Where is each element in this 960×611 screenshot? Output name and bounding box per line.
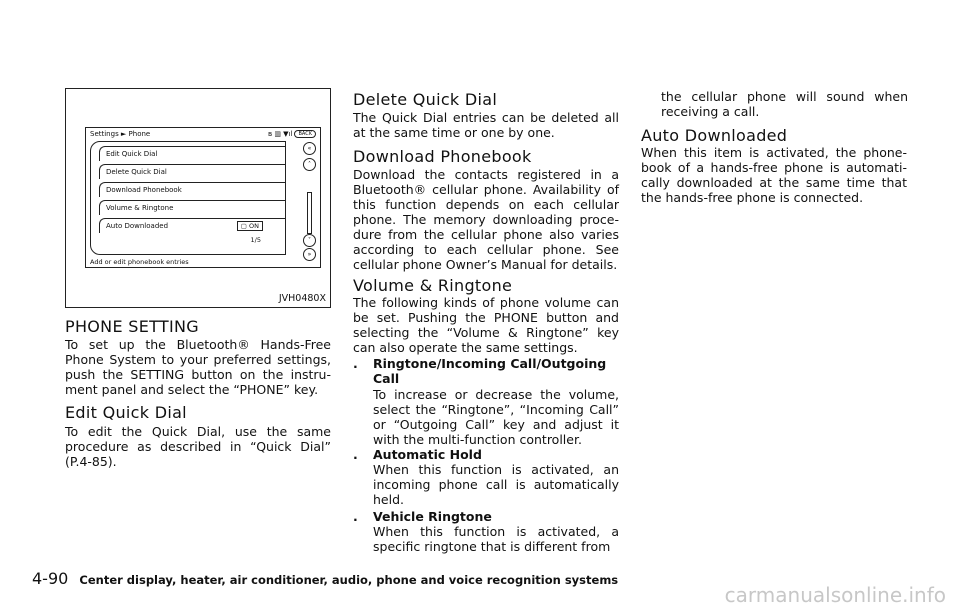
bluetooth-signal-icon: ʙ ▥ ▼ıl <box>268 130 293 138</box>
auto-download-toggle: ▢ ON <box>237 221 263 231</box>
page-number: 4-90 <box>32 569 69 588</box>
display-screen <box>85 127 321 268</box>
bullet-dot: . <box>353 447 358 462</box>
figure-code: JVH0480X <box>278 293 326 304</box>
para-download-phonebook: Download the contacts registered in a Bluetooth® cellular phone. Availability of this function depends on each cellular phone. The memory downloading proce-dure from the cellular phone also varies according to each cellular phone. See cellular phone Owner’s Manual for details. <box>353 167 619 272</box>
scroll-bottom-icon: » <box>303 248 316 261</box>
bullet-body: To increase or decrease the volume, select the “Ringtone”, “Incoming Call” or “Outgoing Call” key and adjust it with the multi-function controller. <box>373 387 619 447</box>
para-edit-quick-dial: To edit the Quick Dial, use the same procedure as described in “Quick Dial” (P.4-85). <box>65 424 331 469</box>
settings-menu <box>90 141 286 255</box>
bullet-title: Automatic Hold <box>373 447 482 462</box>
page-footer <box>32 569 618 588</box>
page-indicator: 1/5 <box>250 236 261 244</box>
menu-item-delete-quick-dial: Delete Quick Dial <box>99 164 285 179</box>
watermark: carmanualsonline.info <box>724 583 946 607</box>
para-delete-quick-dial: The Quick Dial entries can be deleted all at the same time or one by one. <box>353 110 619 140</box>
heading-auto-downloaded: Auto Downloaded <box>641 126 788 145</box>
status-icons <box>268 130 316 138</box>
screen-breadcrumb: Settings ► Phone <box>90 130 151 138</box>
on-label: ON <box>249 222 259 230</box>
scroll-top-icon: « <box>303 142 316 155</box>
menu-item-edit-quick-dial: Edit Quick Dial <box>99 146 285 161</box>
para-phone-setting: To set up the Bluetooth® Hands-Free Phone System to your preferred settings, push the SETTING button on the instru-ment panel and select the “PHONE” key. <box>65 337 331 397</box>
menu-item-volume-ringtone: Volume & Ringtone <box>99 200 285 215</box>
heading-download-phonebook: Download Phonebook <box>353 147 532 166</box>
heading-phone-setting: PHONE SETTING <box>65 317 199 336</box>
bullet-title: Ringtone/Incoming Call/Outgoing Call <box>373 356 607 386</box>
bullet-title: Vehicle Ringtone <box>373 509 492 524</box>
para-volume-ringtone: The following kinds of phone volume can be set. Pushing the PHONE button and selecting the “Volume & Ringtone” key can also operate the same settings. <box>353 295 619 355</box>
para-auto-downloaded: When this item is activated, the phone-book of a hands-free phone is automati-cally downloaded at the same time that the hands-free phone is connected. <box>641 145 907 205</box>
scrollbar-icon <box>307 192 312 234</box>
para-vehicle-ringtone-continued: the cellular phone will sound when receiving a call. <box>661 89 908 119</box>
screen-status-line: Add or edit phonebook entries <box>90 258 189 266</box>
bullet-body: When this function is activated, an incoming phone call is automatically held. <box>373 462 619 507</box>
menu-item-download-phonebook: Download Phonebook <box>99 182 285 197</box>
bullet-dot: . <box>353 509 358 524</box>
back-button: BACK <box>294 130 316 138</box>
menu-item-auto-downloaded: Auto Downloaded <box>99 218 285 233</box>
bullet-body: When this function is activated, a specific ringtone that is different from <box>373 524 619 554</box>
figure-phone-settings-screen <box>65 88 331 308</box>
heading-delete-quick-dial: Delete Quick Dial <box>353 90 498 109</box>
heading-edit-quick-dial: Edit Quick Dial <box>65 403 187 422</box>
scroll-down-icon: ˅ <box>303 234 316 247</box>
scroll-up-icon: ˄ <box>303 158 316 171</box>
bullet-dot: . <box>353 356 358 371</box>
section-title: Center display, heater, air conditioner, audio, phone and voice recognition systems <box>79 573 619 587</box>
heading-volume-ringtone: Volume & Ringtone <box>353 276 513 295</box>
